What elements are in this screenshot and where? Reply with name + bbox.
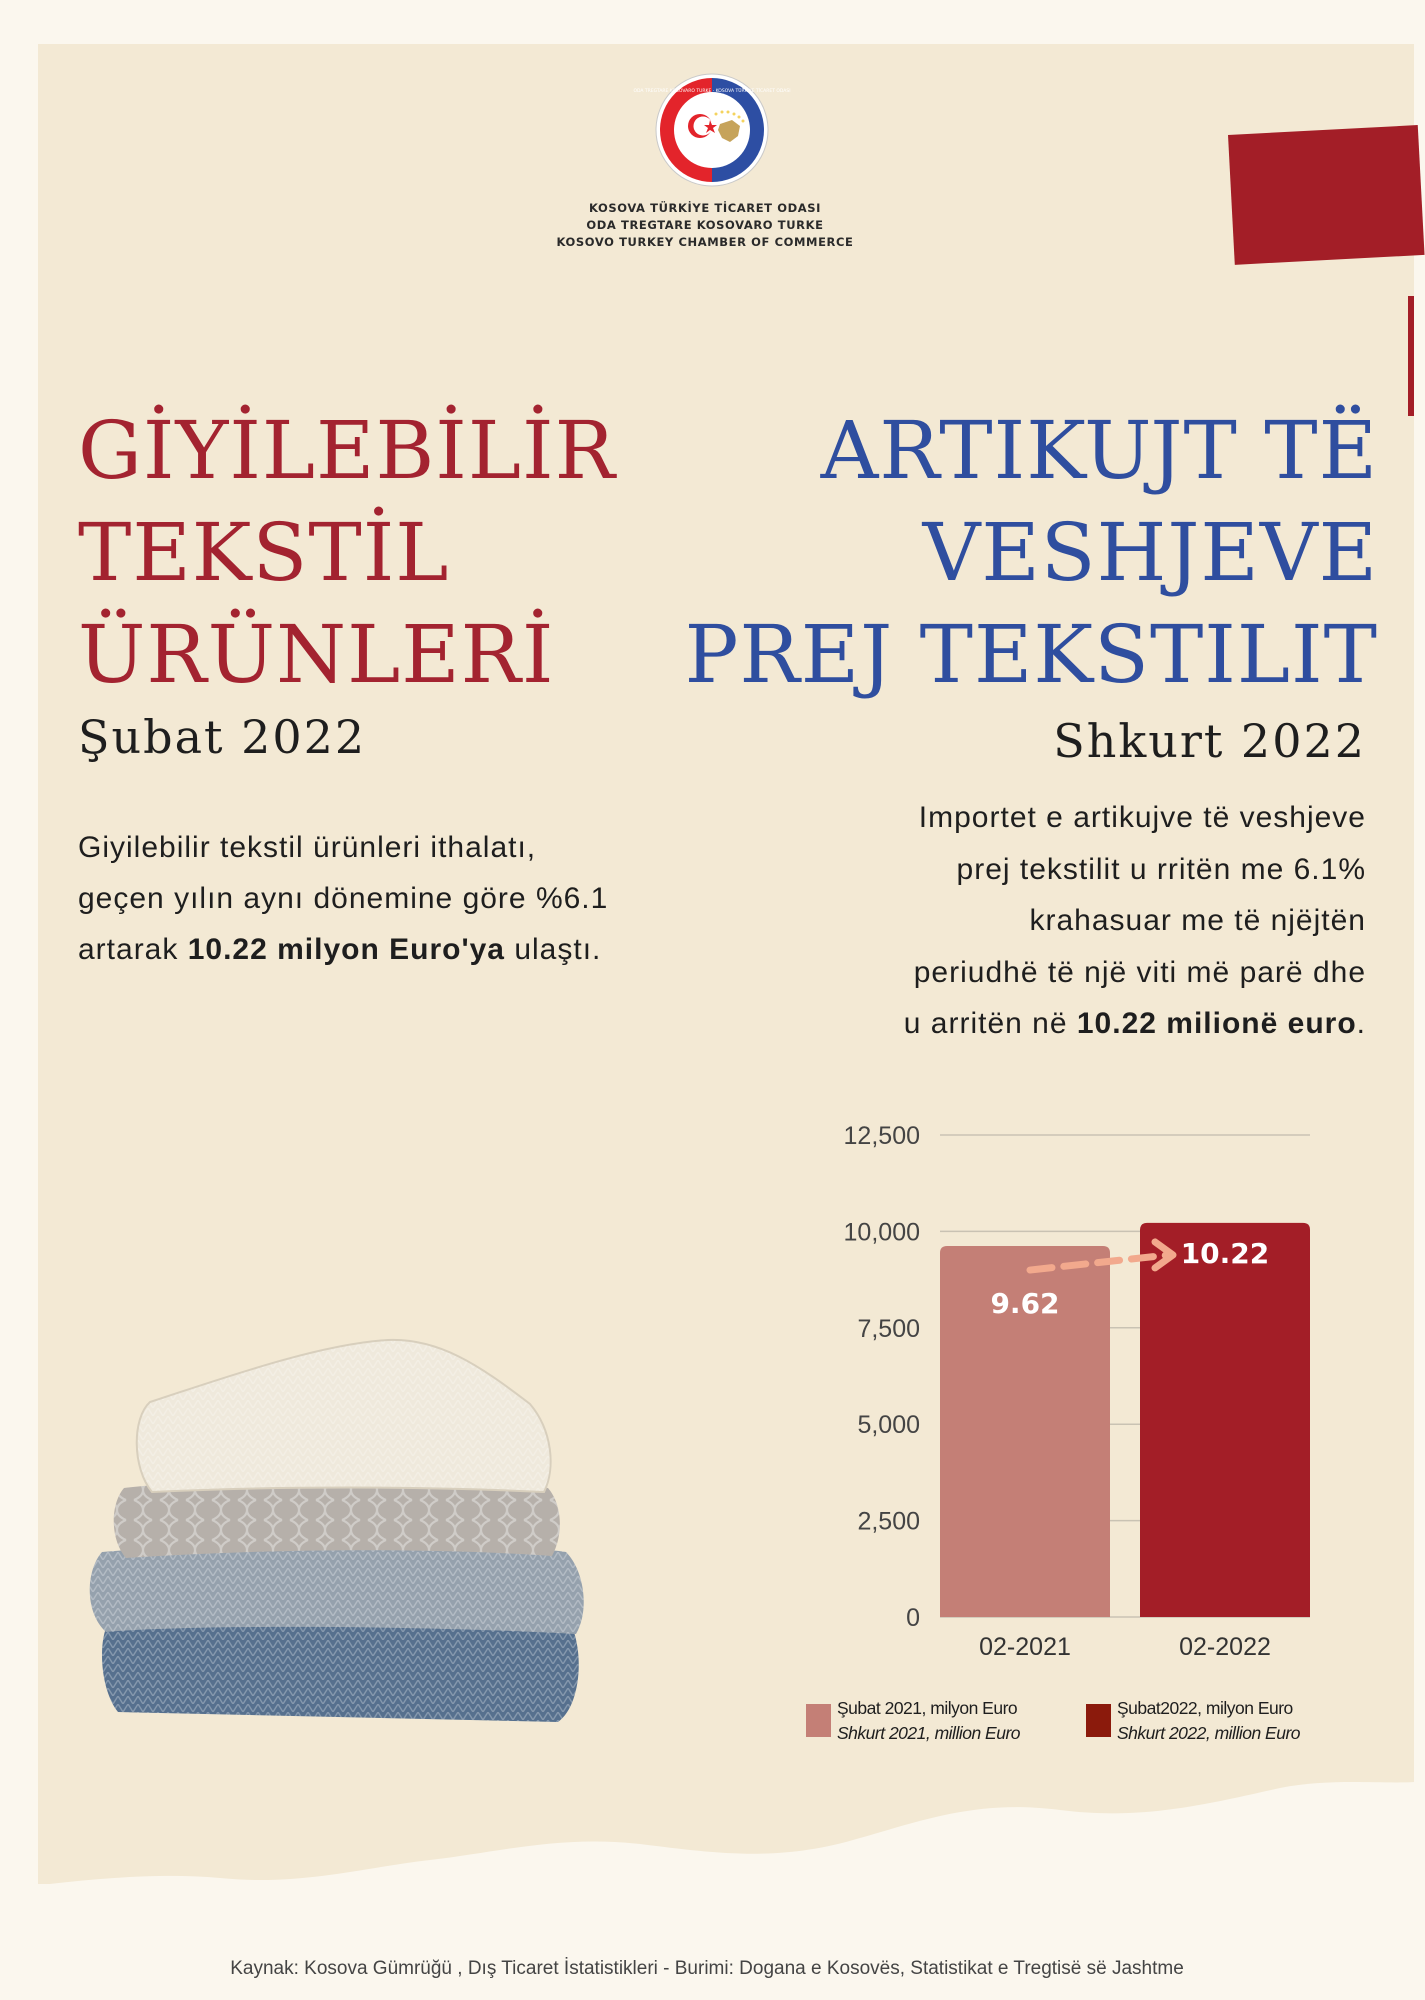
desc-al-text: . [1356,1007,1366,1040]
org-line-en: KOSOVO TURKEY CHAMBER OF COMMERCE [556,235,854,249]
date-turkish: Şubat 2022 [78,710,367,764]
chart-legend [806,1696,1366,1746]
desc-al-line: Importet e artikujve të veshjeve [918,801,1366,834]
bar-02-2022 [1140,1223,1310,1617]
y-tick-label: 10,000 [843,1218,920,1247]
legend-label: Şubat 2021, milyon Euro [837,1698,1018,1718]
title-turkish [78,400,616,706]
desc-al-line: krahasuar me të njëjtën [1029,904,1366,937]
desc-al-highlight: 10.22 milionë euro [1076,1007,1357,1040]
desc-tr-text: artarak [78,933,188,966]
org-line-tr: KOSOVA TÜRKİYE TİCARET ODASI [589,201,821,215]
folded-sweaters-image [78,1320,598,1730]
title-al-line: ARTIKUJT TË [820,404,1378,497]
desc-tr-line: Giyilebilir tekstil ürünleri ithalatı, [78,831,537,864]
legend-item-2021 [806,1696,1020,1746]
torn-paper-edge [0,1740,1414,1920]
x-tick-label: 02-2021 [979,1633,1071,1661]
y-tick-label: 5,000 [857,1411,920,1440]
desc-al-line: periudhë të një viti më parë dhe [913,955,1366,989]
desc-tr-line: geçen yılın aynı dönemine göre %6.1 [78,882,609,915]
legend-swatch-2021 [806,1704,831,1737]
date-albanian: Shkurt 2022 [1053,714,1366,768]
organization-name [450,200,960,251]
legend-swatch-2022 [1086,1704,1111,1737]
title-tr-line: ÜRÜNLERİ [78,608,555,701]
chamber-logo [633,72,791,188]
x-tick-label: 02-2022 [1179,1633,1271,1661]
y-tick-label: 12,500 [843,1122,920,1150]
decorative-red-edge [1408,296,1414,416]
y-tick-label: 0 [906,1604,920,1632]
desc-tr-line [78,924,758,975]
title-al-line: PREJ TEKSTILIT [684,608,1378,701]
desc-al-line [706,998,1366,1050]
desc-tr-highlight: 10.22 milyon Euro'ya [187,933,505,966]
desc-al-line: prej tekstilit u rritën me 6.1% [956,852,1366,886]
title-al-line: VESHJEVE [922,506,1378,599]
legend-item-2022 [1086,1696,1300,1746]
y-tick-label: 2,500 [857,1507,920,1536]
source-note: Kaynak: Kosova Gümrüğü , Dış Ticaret İstatistikleri - Burimi: Dogana e Kosovës, Statistikat e Tregtisë së Jashtme [230,1958,1184,1979]
description-turkish [78,822,758,975]
legend-label: Shkurt 2021, million Euro [837,1723,1021,1743]
desc-tr-text: ulaştı. [504,933,602,966]
data-label: 10.22 [1180,1236,1270,1270]
description-albanian [706,792,1366,1050]
legend-label: Shkurt 2022, million Euro [1117,1723,1301,1743]
decorative-red-banner [1228,125,1425,265]
data-label: 9.62 [990,1287,1060,1321]
desc-al-text: u arritën në [903,1007,1077,1040]
title-tr-line: TEKSTİL [78,506,450,599]
logo-text: ODA TREGTARE KOSOVARO TURKE · KOSOVA TÜRKİYE TİCARET ODASI [633,89,791,94]
y-tick-label: 7,500 [857,1314,920,1343]
legend-label: Şubat2022, milyon Euro [1117,1698,1293,1718]
title-albanian [685,400,1378,706]
org-line-al: ODA TREGTARE KOSOVARO TURKE [586,218,824,232]
title-tr-line: GİYİLEBİLİR [78,404,616,497]
imports-bar-chart [820,1110,1340,1680]
